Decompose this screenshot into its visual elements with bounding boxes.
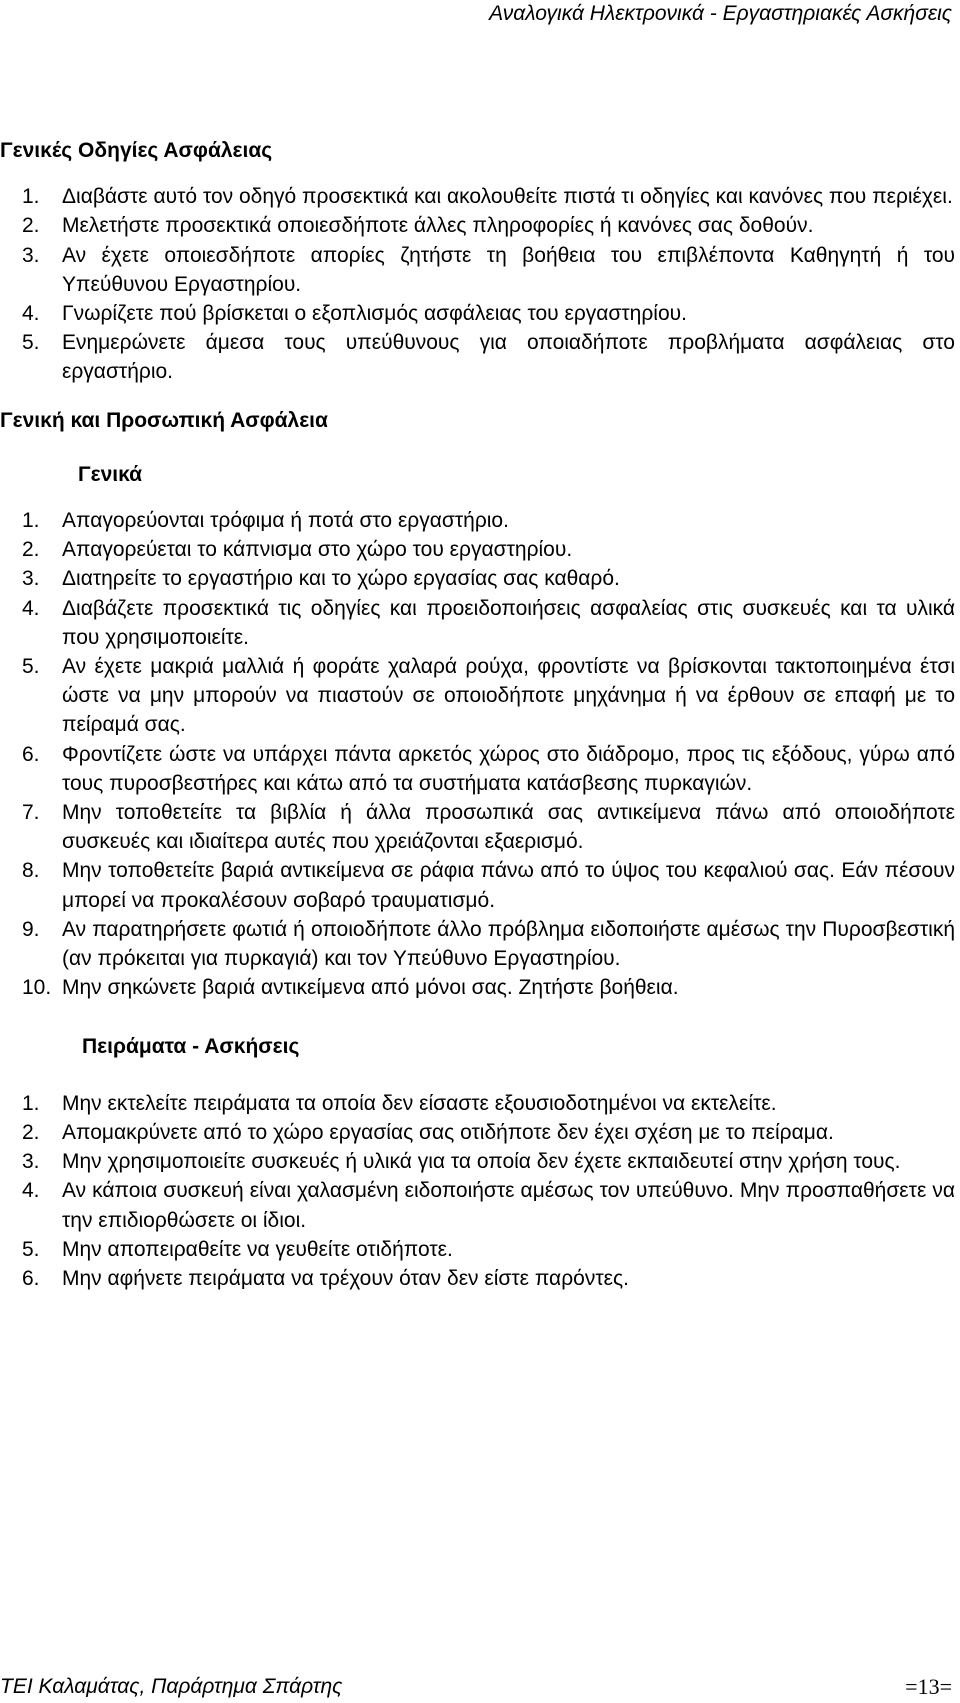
list-item	[0, 1147, 955, 1176]
list-text: Ενημερώνετε άμεσα τους υπεύθυνους για οποιαδήποτε προβλήματα ασφάλειας στο εργαστήριο.	[62, 331, 955, 384]
list-item	[0, 1235, 955, 1264]
list-item	[0, 564, 955, 593]
list-text: Διαβάστε αυτό τον οδηγό προσεκτικά και ακολουθείτε πιστά τι οδηγίες και κανόνες που περιέχει.	[62, 185, 953, 209]
list-text: Διατηρείτε το εργαστήριο και το χώρο εργασίας σας καθαρό.	[62, 567, 620, 591]
list-text: Μην χρησιμοποιείτε συσκευές ή υλικά για τα οποία δεν έχετε εκπαιδευτεί στην χρήση τους.	[62, 1150, 901, 1174]
list-item	[0, 915, 955, 973]
list-text: Μην τοποθετείτε βαριά αντικείμενα σε ράφια πάνω από το ύψος του κεφαλιού σας. Εάν πέσουν μπορεί να προκαλέσουν σοβαρό τραυματισμό.	[62, 859, 955, 912]
page-number: =13=	[905, 1674, 952, 1699]
list-text: Μην τοποθετείτε τα βιβλία ή άλλα προσωπικά σας αντικείμενα πάνω από οποιοδήποτε συσκευές και ιδιαίτερα αυτές που χρειάζονται εξαερισμό.	[62, 801, 955, 854]
list-number: 3.	[22, 1150, 40, 1174]
list-item	[0, 506, 955, 535]
list-item	[0, 652, 955, 740]
list-number: 7.	[22, 801, 40, 825]
list-text: Απαγορεύεται το κάπνισμα στο χώρο του εργαστηρίου.	[62, 538, 573, 562]
list-text: Φροντίζετε ώστε να υπάρχει πάντα αρκετός χώρος στο διάδρομο, προς τις εξόδους, γύρω από τους πυροσβεστήρες και κάτω από τα συστήματα κατάσβεσης πυρκαγιών.	[62, 742, 955, 795]
list-number: 2.	[22, 538, 40, 562]
document-body	[0, 136, 955, 1293]
list-item	[0, 1118, 955, 1147]
list-number: 9.	[22, 917, 40, 941]
list-text: Αν έχετε μακριά μαλλιά ή φοράτε χαλαρά ρούχα, φροντίστε να βρίσκονται τακτοποιημένα έτσι ώστε να μην μπορούν να πιαστούν σε οποιοδήποτε μηχάνημα ή να έρθουν σε επαφή με το πείραμά σας.	[62, 655, 955, 737]
list-item	[0, 856, 955, 914]
list-item	[0, 328, 955, 386]
list-item	[0, 798, 955, 856]
list-item	[0, 182, 955, 211]
list-number: 1.	[22, 185, 40, 209]
list-text: Μην σηκώνετε βαριά αντικείμενα από μόνοι σας. Ζητήστε βοήθεια.	[62, 976, 679, 1000]
list-item	[0, 740, 955, 798]
list-text: Μην εκτελείτε πειράματα τα οποία δεν είσαστε εξουσιοδοτημένοι να εκτελείτε.	[62, 1091, 777, 1115]
list-number: 1.	[22, 1091, 40, 1115]
list-text: Μην αφήνετε πειράματα να τρέχουν όταν δεν είστε παρόντες.	[62, 1266, 629, 1290]
list-number: 4.	[22, 596, 40, 620]
list-item	[0, 594, 955, 652]
list-item	[0, 241, 955, 299]
list-text: Γνωρίζετε πού βρίσκεται ο εξοπλισμός ασφάλειας του εργαστηρίου.	[62, 302, 687, 326]
list-item	[0, 1089, 955, 1118]
list-item	[0, 1176, 955, 1234]
list-number: 5.	[22, 655, 40, 679]
list-text: Μελετήστε προσεκτικά οποιεσδήποτε άλλες πληροφορίες ή κανόνες σας δοθούν.	[62, 214, 814, 238]
list-number: 5.	[22, 1237, 40, 1261]
list-item	[0, 299, 955, 328]
list-item	[0, 211, 955, 240]
list-number: 3.	[22, 567, 40, 591]
list-number: 6.	[22, 1266, 40, 1290]
list-number: 2.	[22, 1120, 40, 1144]
list-text: Αν κάποια συσκευή είναι χαλασμένη ειδοποιήστε αμέσως τον υπεύθυνο. Μην προσπαθήσετε να την επιδιορθώσετε οι ίδιοι.	[62, 1179, 955, 1232]
list-number: 8.	[22, 859, 40, 883]
list-item	[0, 1264, 955, 1293]
list-item	[0, 973, 955, 1002]
list-text: Μην αποπειραθείτε να γευθείτε οτιδήποτε.	[62, 1237, 453, 1261]
general-rules-list	[0, 506, 955, 1002]
list-number: 5.	[22, 331, 40, 355]
general-safety-list	[0, 182, 955, 386]
section-title-personal-safety: Γενική και Προσωπική Ασφάλεια	[0, 408, 328, 432]
list-number: 3.	[22, 243, 40, 267]
subsection-title-general: Γενικά	[78, 462, 143, 486]
running-header: Αναλογικά Ηλεκτρονικά - Εργαστηριακές Ασκήσεις	[489, 2, 952, 25]
list-text: Αν έχετε οποιεσδήποτε απορίες ζητήστε τη βοήθεια του επιβλέποντα Καθηγητή ή του Υπεύθυνου Εργαστηρίου.	[62, 243, 955, 296]
list-number: 4.	[22, 1179, 40, 1203]
list-number: 10.	[22, 976, 52, 1000]
list-item	[0, 535, 955, 564]
list-text: Απομακρύνετε από το χώρο εργασίας σας οτιδήποτε δεν έχει σχέση με το πείραμα.	[62, 1120, 834, 1144]
list-number: 2.	[22, 214, 40, 238]
subsection-title-experiments: Πειράματα - Ασκήσεις	[82, 1035, 300, 1059]
list-text: Απαγορεύονται τρόφιμα ή ποτά στο εργαστήριο.	[62, 509, 509, 533]
experiments-list	[0, 1089, 955, 1293]
list-text: Διαβάζετε προσεκτικά τις οδηγίες και προειδοποιήσεις ασφαλείας στις συσκευές και τα υλικά που χρησιμοποιείτε.	[62, 596, 955, 649]
list-number: 1.	[22, 509, 40, 533]
section-title-general-safety: Γενικές Οδηγίες Ασφάλειας	[0, 139, 273, 162]
list-number: 4.	[22, 302, 40, 326]
list-text: Αν παρατηρήσετε φωτιά ή οποιοδήποτε άλλο πρόβλημα ειδοποιήστε αμέσως την Πυροσβεστική (αν πρόκειται για πυρκαγιά) και τον Υπεύθυνο Εργαστηρίου.	[62, 917, 955, 971]
list-number: 6.	[22, 742, 40, 766]
footer-institution: ΤΕΙ Καλαμάτας, Παράρτημα Σπάρτης	[0, 1675, 343, 1698]
